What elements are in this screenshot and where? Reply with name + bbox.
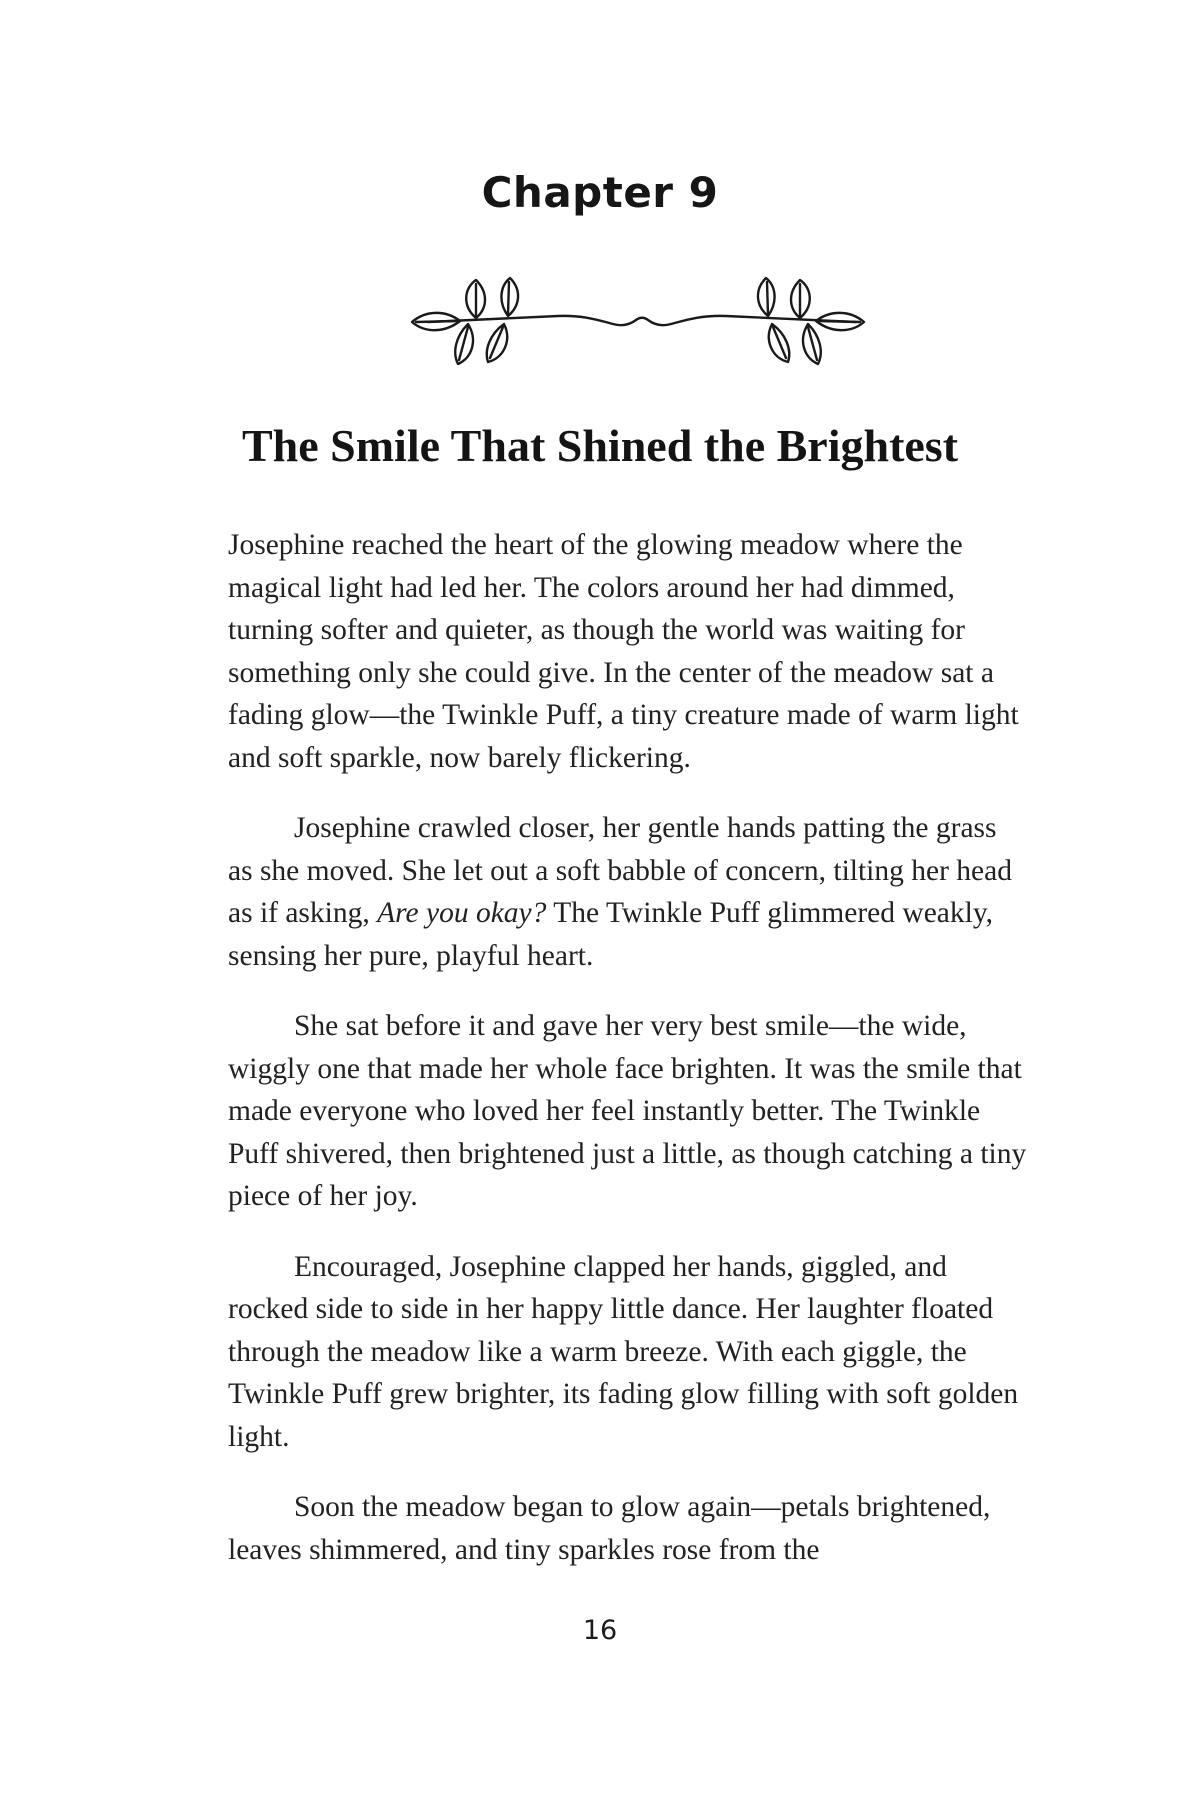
paragraph-5: Soon the meadow began to glow again—petals brightened, leaves shimmered, and tiny sparkles rose from the: [228, 1491, 991, 1566]
page-number: 16: [582, 1615, 618, 1646]
leafy-vine-divider-icon: [408, 272, 868, 384]
chapter-title: The Smile That Shined the Brightest: [241, 420, 959, 471]
paragraph-2-italic-question: Are you okay?: [377, 897, 547, 929]
paragraph-2-text-before: Josephine crawled closer, her gentle hands patting the grass as she moved. She let out a soft babble of concern, tilting her head as if asking,: [228, 812, 1012, 929]
paragraph-1: Josephine reached the heart of the glowing meadow where the magical light had led her. The colors around her had dimmed, turning softer and quieter, as though the world was waiting for something only she could give. In the center of the meadow sat a fading glow—the Twinkle Puff, a tiny creature made of warm light and soft sparkle, now barely flickering.: [228, 529, 1019, 774]
paragraph-3: She sat before it and gave her very best smile—the wide, wiggly one that made her whole face brighten. It was the smile that made everyone who loved her feel instantly better. The Twinkle Puff shivered, then brightened just a little, as though catching a tiny piece of her joy.: [228, 1010, 1027, 1212]
paragraph-4: Encouraged, Josephine clapped her hands, giggled, and rocked side to side in her happy little dance. Her laughter floated through the meadow like a warm breeze. With each giggle, the Twinkle Puff grew brighter, its fading glow filling with soft golden light.: [228, 1250, 1019, 1453]
chapter-body: [228, 524, 1028, 1599]
paragraph-2: [228, 807, 1028, 977]
paragraph-2-text-after: The Twinkle Puff glimmered weakly, sensing her pure, playful heart.: [228, 897, 994, 972]
chapter-label: Chapter 9: [481, 168, 719, 217]
